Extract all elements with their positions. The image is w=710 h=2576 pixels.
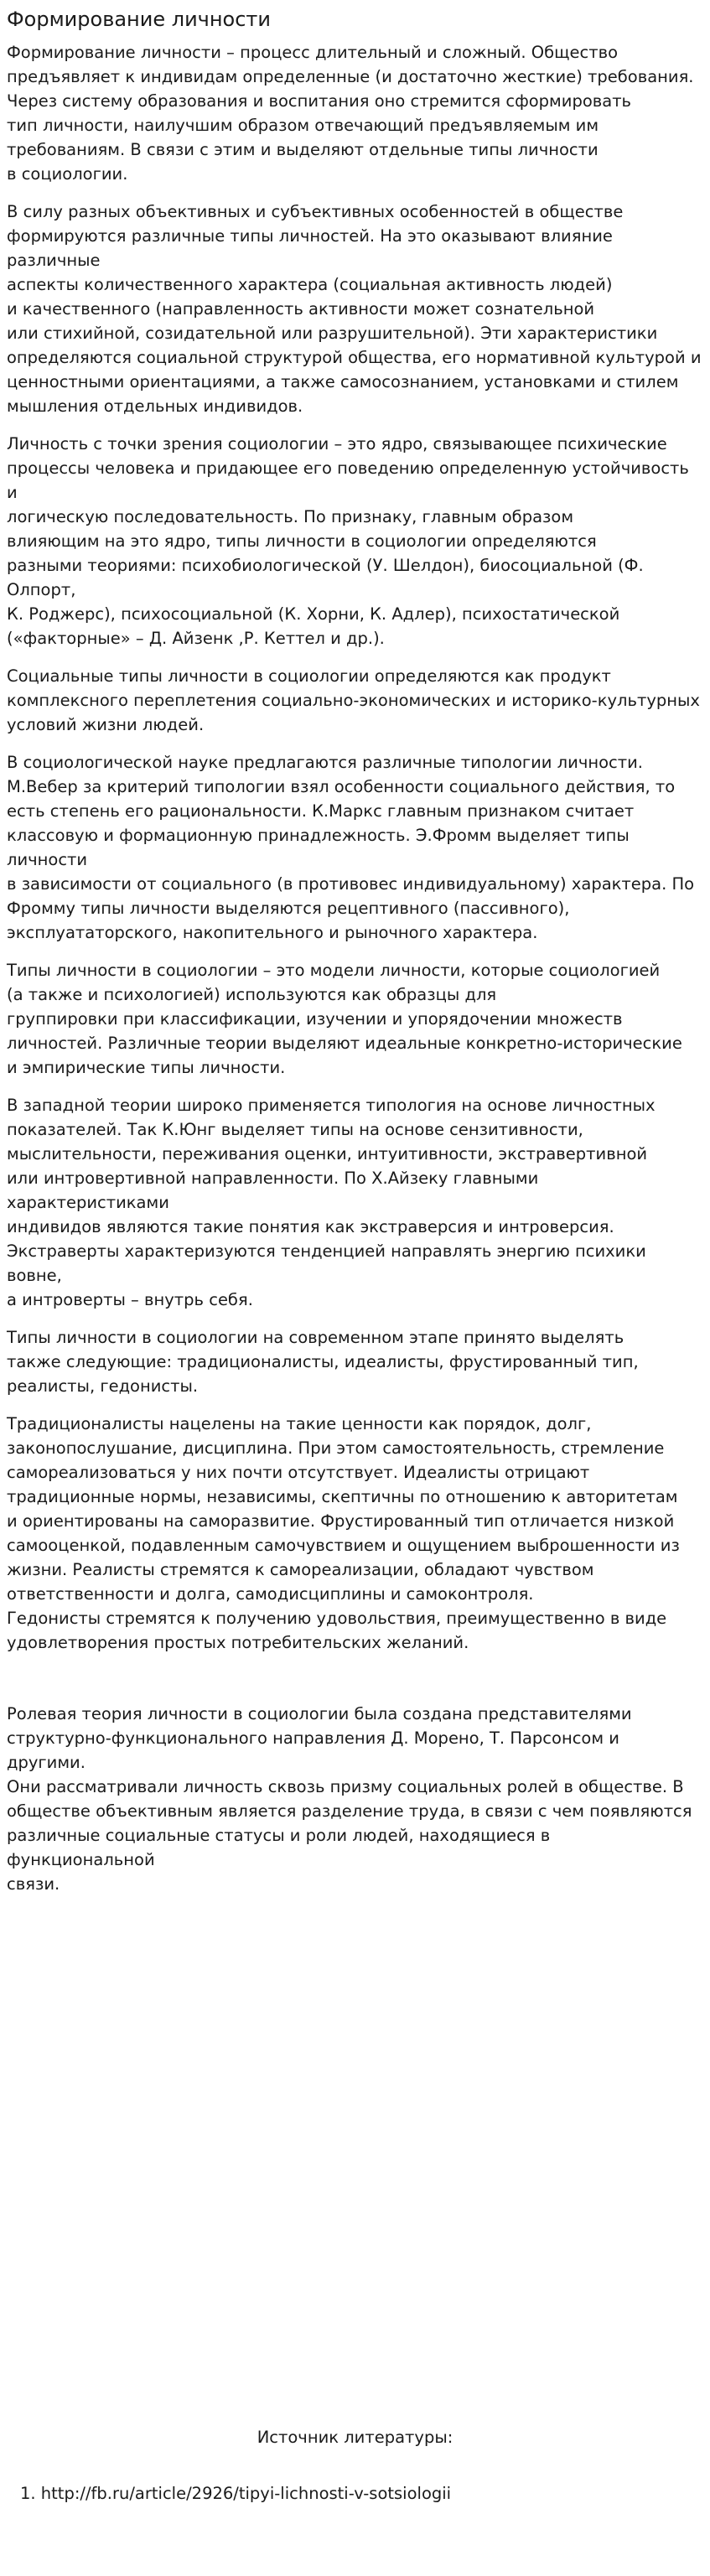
document-page	[0, 7, 710, 2576]
paragraph-role-theory: Ролевая теория личности в социологии была создана представителями структурно-функционального направления Д. Морено, Т. Парсонсом и другими. Они рассматривали личность сквозь призму социальных ролей в обществе. В обществе объективным является разделение труда, в связи с чем появляются различные социальные статусы и роли людей, находящиеся в функциональной связи.	[7, 1704, 692, 1894]
paragraph-core-theories: Личность с точки зрения социологии – это ядро, связывающее психические процессы человека и придающее его поведению определенную устойчивость и логическую последовательность. По признаку, главным образом влияющим на это ядро, типы личности в социологии определяются разными теориями: психобиологической (У. Шелдон), биосоциальной (Ф. Олпорт, К. Роджерс), психосоциальной (К. Хорни, К. Адлер), психостатической («факторные» – Д. Айзенк ,Р. Кеттел и др.).	[7, 434, 689, 648]
paragraph-modern-types: Типы личности в социологии на современном этапе принято выделять также следующие: традиционалисты, идеалисты, фрустированный тип, реалисты, гедонисты.	[7, 1328, 639, 1396]
paragraph-western-theory: В западной теории широко применяется типология на основе личностных показателей. Так К.Юнг выделяет типы на основе сензитивности, мыслительности, переживания оценки, интуитивности, экстравертивной или интровертивной направленности. По Х.Айзеку главными характеристиками индивидов являются такие понятия как экстраверсия и интроверсия. Экстраверты характеризуются тенденцией направлять энергию психики вовне, а интроверты – внутрь себя.	[7, 1096, 656, 1309]
paragraph-typologies: В социологической науке предлагаются различные типологии личности. М.Вебер за критерий типологии взял особенности социального действия, то есть степень его рациональности. К.Маркс главным признаком считает классовую и формационную принадлежность. Э.Фромм выделяет типы личности в зависимости от социального (в противовес индивидуальному) характера. По Фромму типы личности выделяются рецептивного (пассивного), эксплуататорского, накопительного и рыночного характера.	[7, 753, 695, 942]
paragraph-intro: Формирование личности – процесс длительный и сложный. Общество предъявляет к индивидам определенные (и достаточно жесткие) требования. Через систему образования и воспитания оно стремится сформировать тип личности, наилучшим образом отвечающий предъявляемым им требованиям. В связи с этим и выделяют отдельные типы личности в социологии.	[7, 43, 694, 184]
paragraph-type-descriptions: Традиционалисты нацелены на такие ценности как порядок, долг, законопослушание, дисциплина. При этом самостоятельность, стремление самореализоваться у них почти отсутствует. Идеалисты отрицают традиционные нормы, независимы, скептичны по отношению к авторитетам и ориентированы на саморазвитие. Фрустированный тип отличается низкой самооценкой, подавленным самочувствием и ощущением выброшенности из жизни. Реалисты стремятся к самореализации, обладают чувством ответственности и долга, самодисциплины и самоконтроля. Гедонисты стремятся к получению удовольствия, преимущественно в виде удовлетворения простых потребительских желаний.	[7, 1414, 680, 1652]
paragraph-social-types: Социальные типы личности в социологии определяются как продукт комплексного переплетения социально-экономических и историко-культурных условий жизни людей.	[7, 666, 700, 734]
sources-heading: Источник литературы:	[257, 2428, 453, 2447]
source-link[interactable]: 1. http://fb.ru/article/2926/tipyi-lichnosti-v-sotsiologii	[20, 2484, 452, 2503]
spacer	[7, 1668, 703, 1702]
paragraph-personality-types: В силу разных объективных и субъективных особенностей в обществе формируются различные типы личностей. На это оказывают влияние различные аспекты количественного характера (социальная активность людей) и качественного (направленность активности может сознательной или стихийной, созидательной или разрушительной). Эти характеристики определяются социальной структурой общества, его нормативной культурой и ценностными ориентациями, а также самосознанием, установками и стилем мышления отдельных индивидов.	[7, 202, 702, 416]
sources-list	[0, 2481, 451, 2506]
page-title: Формирование личности	[7, 8, 271, 31]
paragraph-models: Типы личности в социологии – это модели личности, которые социологией (а также и психологией) используются как образцы для группировки при классификации, изучении и упорядочении множеств личностей. Различные теории выделяют идеальные конкретно-исторические и эмпирические типы личности.	[7, 961, 682, 1077]
